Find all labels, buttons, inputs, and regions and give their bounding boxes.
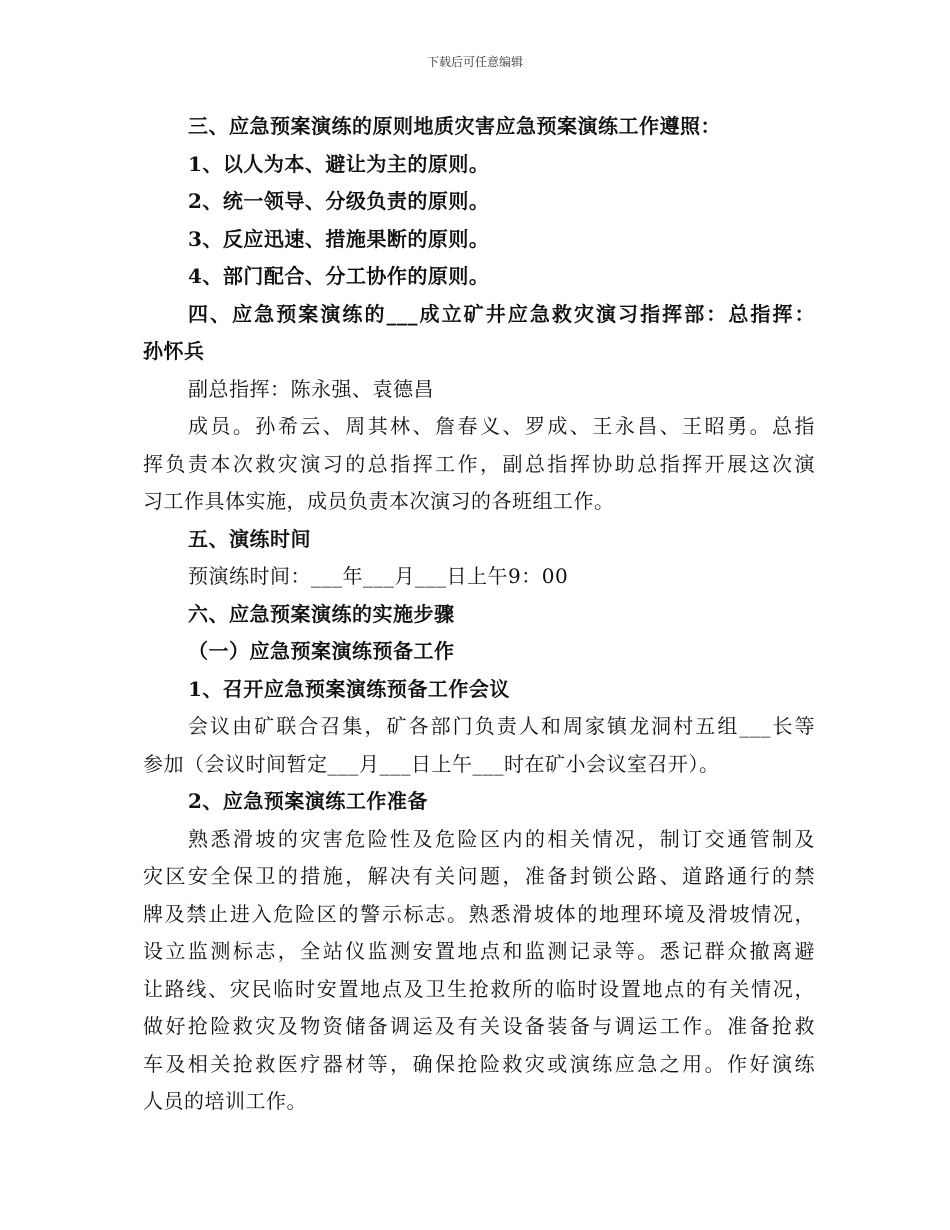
deputy-commander: 副总指挥：陈永强、袁德昌	[188, 376, 434, 401]
item-1-heading: 1、召开应急预案演练预备工作会议	[188, 676, 510, 701]
principle-2: 2、统一领导、分级负责的原则。	[188, 189, 490, 213]
subsection-1-heading: （一）应急预案演练预备工作	[188, 639, 455, 663]
section-3-heading: 三、应急预案演练的原则地质灾害应急预案演练工作遵照：	[188, 114, 721, 138]
principle-4: 4、部门配合、分工协作的原则。	[188, 264, 490, 288]
preparation-paragraph-line: 车及相关抢救医疗器材等，确保抢险救灾或演练应急之用。作好演练	[143, 1051, 815, 1076]
section-6-heading: 六、应急预案演练的实施步骤	[188, 601, 455, 626]
members-paragraph-line: 挥负责本次救灾演习的总指挥工作，副总指挥协助总指挥开展这次演	[143, 451, 815, 476]
principle-1: 1、以人为本、避让为主的原则。	[188, 151, 490, 176]
drill-time: 预演练时间：___年___月___日上午9：00	[188, 564, 569, 588]
principle-3: 3、反应迅速、措施果断的原则。	[188, 226, 490, 251]
members-paragraph-line: 成员。孙希云、周其林、詹春义、罗成、王永昌、王昭勇。总指	[188, 414, 815, 438]
document-body	[143, 108, 815, 1121]
preparation-paragraph-line: 牌及禁止进入危险区的警示标志。熟悉滑坡体的地理环境及滑坡情况，	[143, 901, 815, 926]
preparation-paragraph-line: 让路线、灾民临时安置地点及卫生抢救所的临时设置地点的有关情况，	[143, 976, 815, 1001]
preparation-paragraph-line: 灾区安全保卫的措施，解决有关问题，准备封锁公路、道路通行的禁	[143, 864, 815, 888]
preparation-paragraph-line: 设立监测标志，全站仪监测安置地点和监测记录等。悉记群众撤离避	[143, 939, 815, 963]
page-header: 下载后可任意编辑	[426, 55, 523, 69]
section-4-heading: 四、应急预案演练的___成立矿井应急救灾演习指挥部：总指挥：	[188, 301, 815, 326]
meeting-paragraph-line: 会议由矿联合召集，矿各部门负责人和周家镇龙洞村五组___长等	[188, 714, 815, 738]
meeting-paragraph-line: 参加（会议时间暂定___月___日上午___时在矿小会议室召开）。	[143, 751, 720, 776]
members-paragraph-line: 习工作具体实施，成员负责本次演习的各班组工作。	[143, 489, 615, 513]
preparation-paragraph-line: 人员的培训工作。	[143, 1089, 307, 1113]
commander-name: 孙怀兵	[143, 339, 205, 363]
section-5-heading: 五、演练时间	[188, 526, 311, 551]
preparation-paragraph-line: 做好抢险救灾及物资储备调运及有关设备装备与调运工作。准备抢救	[143, 1014, 815, 1038]
item-2-heading: 2、应急预案演练工作准备	[188, 789, 428, 813]
preparation-paragraph-line: 熟悉滑坡的灾害危险性及危险区内的相关情况，制订交通管制及	[188, 826, 815, 851]
